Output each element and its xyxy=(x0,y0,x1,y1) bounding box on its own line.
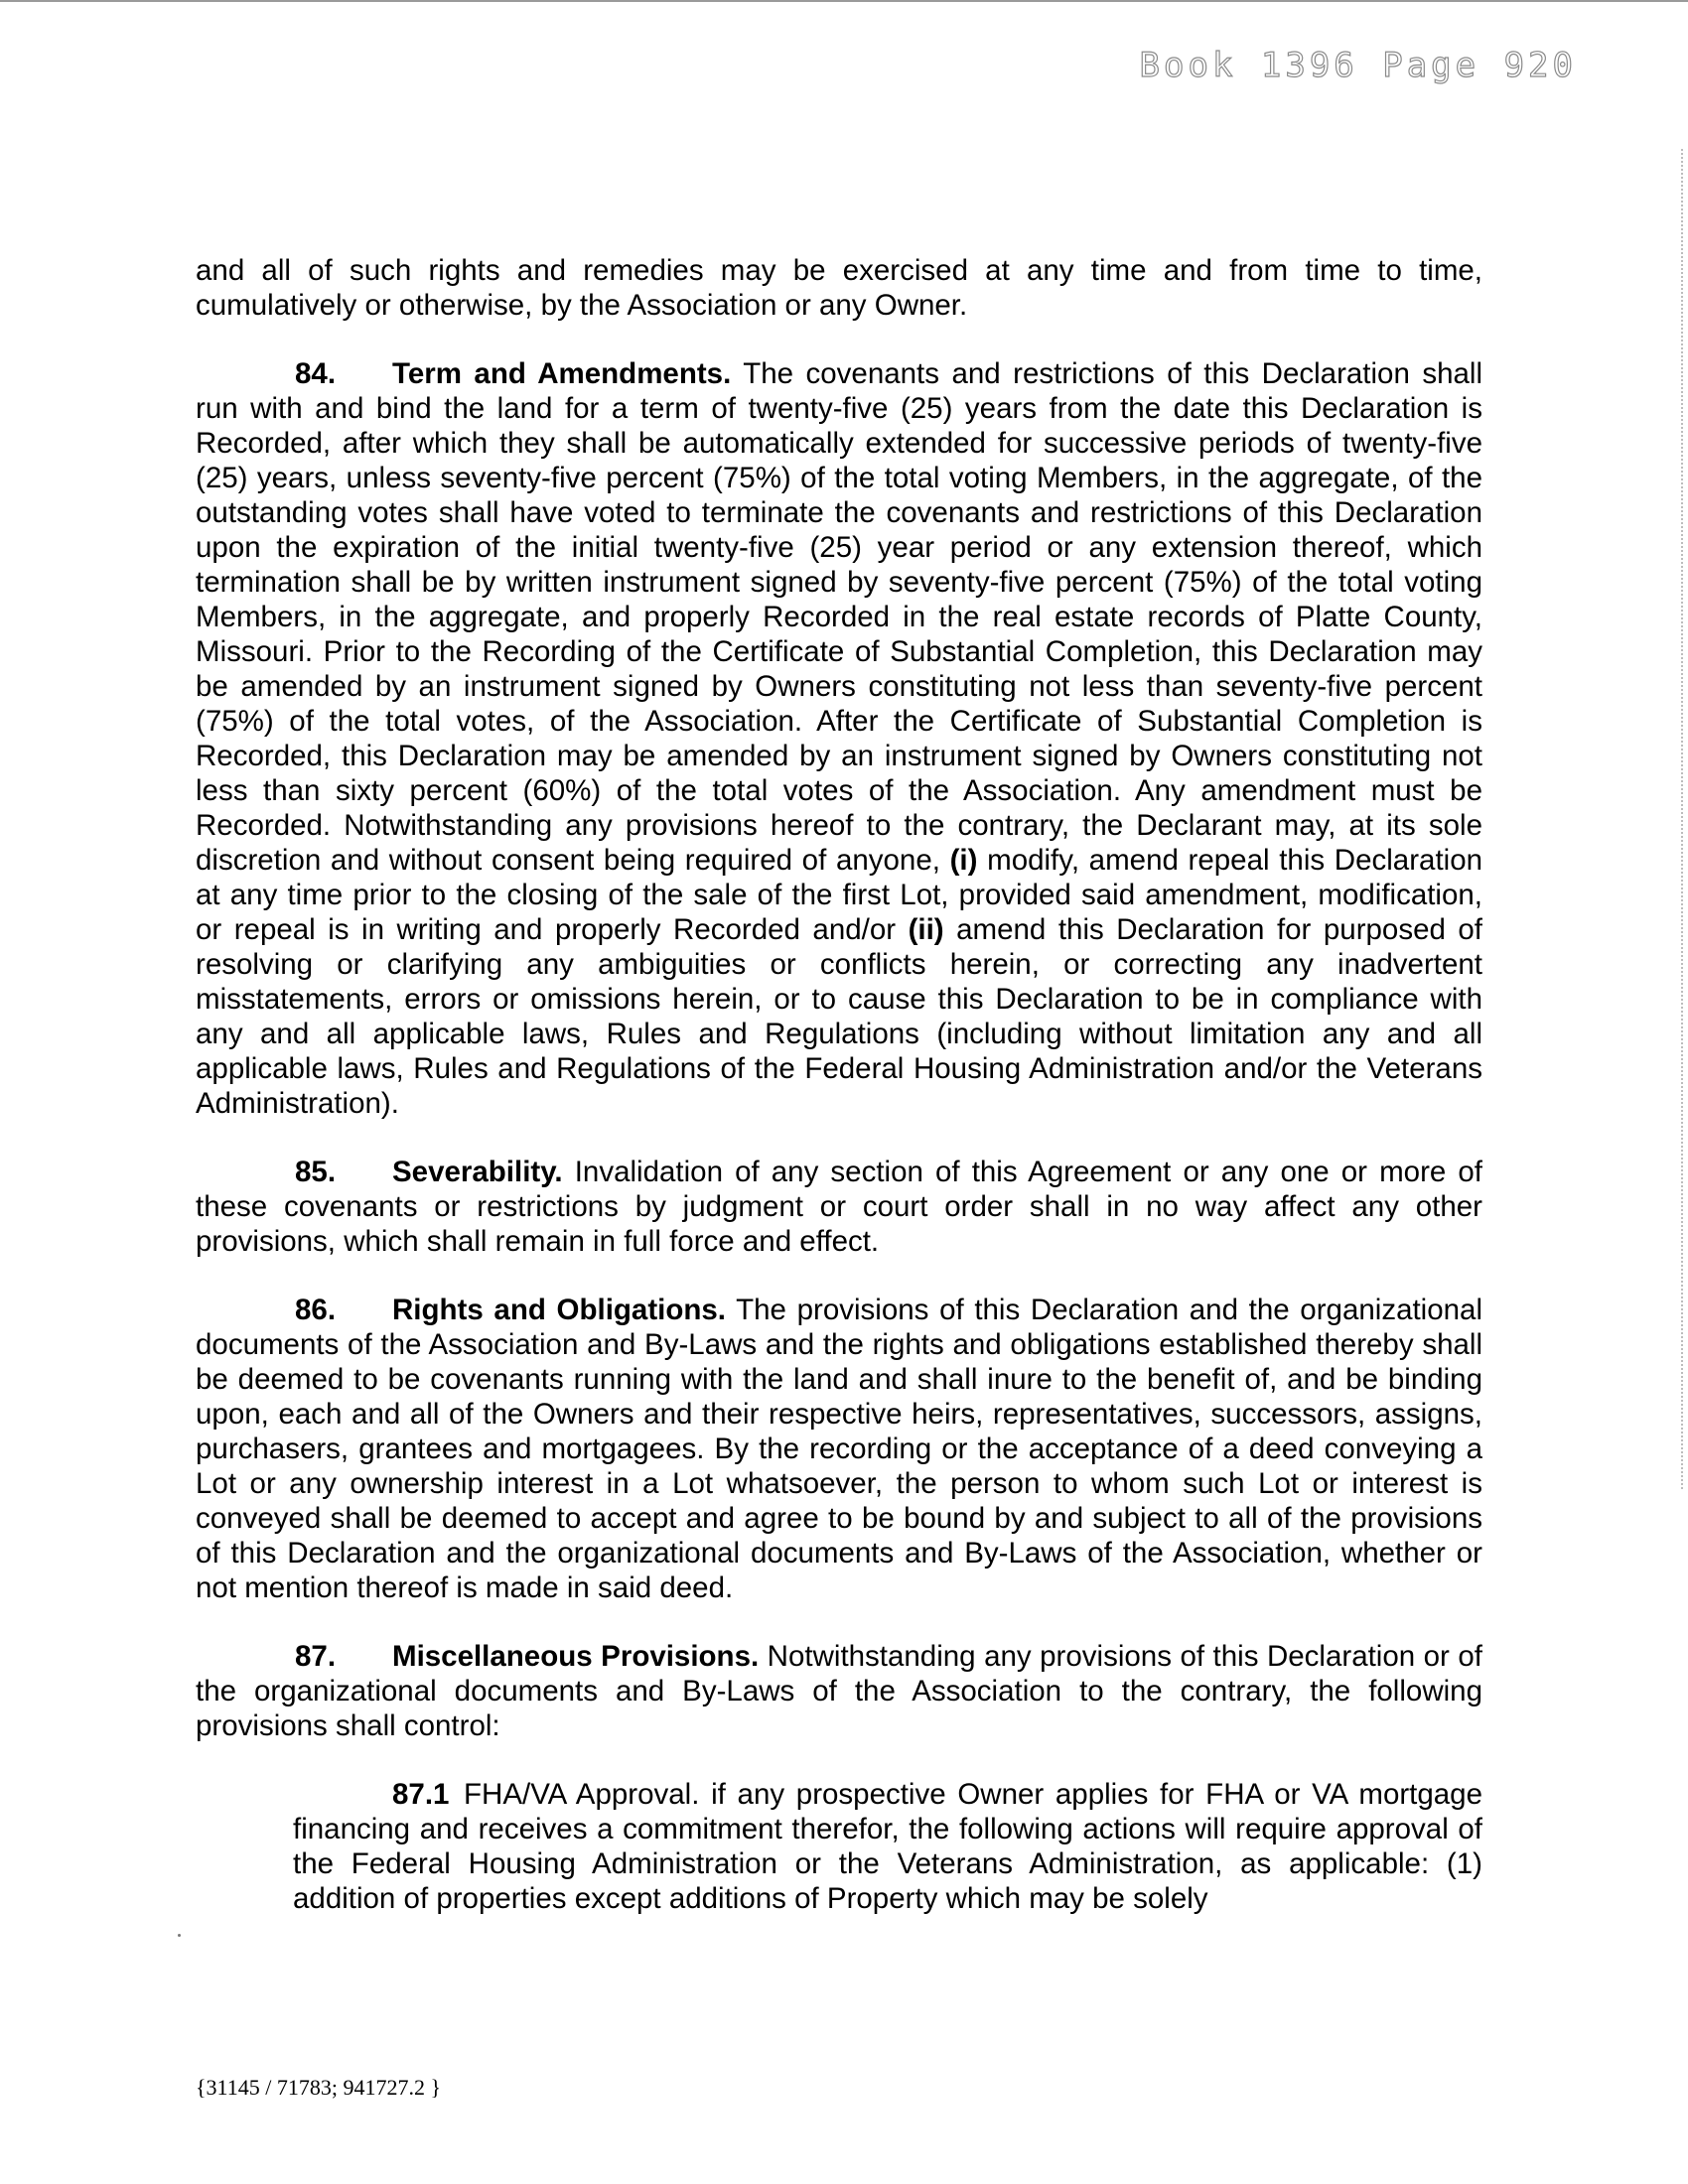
section-86 xyxy=(196,1293,1482,1605)
clause-marker: (i) xyxy=(949,844,978,877)
section-text: amend this Declaration for purposed of resolving or clarifying any ambiguities or conflicts herein, or correcting any inadvertent misstatements, errors or omissions herein, or to cause this Declaration to be in compliance with any and all applicable laws, Rules and Regulations (including without limitation any and all applicable laws, Rules and Regulations of the Federal Housing Administration and/or the Veterans Administration). xyxy=(196,913,1482,1120)
section-87 xyxy=(196,1639,1482,1743)
subsection-text: FHA/VA Approval. if any prospective Owner applies for FHA or VA mortgage financing and receives a commitment therefor, the following actions will require approval of the Federal Housing Administration or the Veterans Administration, as applicable: (1) addition of properties except additions of Property which may be solely xyxy=(293,1778,1482,1915)
section-number: 87. xyxy=(295,1640,337,1673)
section-heading: Rights and Obligations. xyxy=(392,1294,726,1326)
document-body xyxy=(196,253,1482,1950)
scan-edge-marks xyxy=(1681,149,1684,1489)
section-text: The provisions of this Declaration and the organizational documents of the Association and By-Laws and the rights and obligations established thereby shall be deemed to be covenants running with the land and shall inure to the benefit of, and be binding upon, each and all of the Owners and their respective heirs, representatives, successors, assigns, purchasers, grantees and mortgagees. By the recording or the acceptance of a deed conveying a Lot or any ownership interest in a Lot whatsoever, the person to whom such Lot or interest is conveyed shall be deemed to accept and agree to be bound by and subject to all of the provisions of this Declaration and the organizational documents and By-Laws of the Association, whether or not mention thereof is made in said deed. xyxy=(196,1294,1482,1604)
section-text: modify, amend repeal this Declaration at any time prior to the closing of the sale of the first Lot, provided said amendment, modification, or repeal is in writing and properly Recorded and/or xyxy=(196,844,1483,946)
section-87-1 xyxy=(293,1777,1482,1916)
section-text: Notwithstanding any provisions of this Declaration or of the organizational documents and By-Laws of the Association to the contrary, the following provisions shall control: xyxy=(196,1640,1482,1742)
clause-marker: (ii) xyxy=(908,913,944,946)
section-text: Invalidation of any section of this Agreement or any one or more of these covenants or restrictions by judgment or court order shall in no way affect any other provisions, which shall remain in full force and effect. xyxy=(196,1156,1482,1258)
recording-stamp: Book 1396 Page 920 xyxy=(1139,46,1577,85)
intro-paragraph: and all of such rights and remedies may be exercised at any time and from time to time, cumulatively or otherwise, by the Association or any Owner. xyxy=(196,254,1482,322)
section-number: 84. xyxy=(295,357,337,390)
section-heading: Severability. xyxy=(392,1156,563,1188)
section-84 xyxy=(196,356,1482,1121)
section-number: 86. xyxy=(295,1294,337,1326)
top-border-line xyxy=(0,0,1688,2)
section-heading: Term and Amendments. xyxy=(392,357,732,390)
section-heading: Miscellaneous Provisions. xyxy=(392,1640,760,1673)
section-text: The covenants and restrictions of this Declaration shall run with and bind the land for a term of twenty-five (25) years from the date this Declaration is Recorded, after which they shall be automatically extended for successive periods of twenty-five (25) years, unless seventy-five percent (75%) of the total voting Members, in the aggregate, of the outstanding votes shall have voted to terminate the covenants and restrictions of this Declaration upon the expiration of the initial twenty-five (25) year period or any extension thereof, which termination shall be by written instrument signed by seventy-five percent (75%) of the total voting Members, in the aggregate, and properly Recorded in the real estate records of Platte County, Missouri. Prior to the Recording of the Certificate of Substantial Completion, this Declaration may be amended by an instrument signed by Owners constituting not less than seventy-five percent (75%) of the total votes, of the Association. After the Certificate of Substantial Completion is Recorded, this Declaration may be amended by an instrument signed by Owners constituting not less than sixty percent (60%) of the total votes of the Association. Any amendment must be Recorded. Notwithstanding any provisions hereof to the contrary, the Declarant may, at its sole discretion and without consent being required of anyone, xyxy=(196,357,1482,877)
section-85 xyxy=(196,1155,1482,1259)
document-footer-id: {31145 / 71783; 941727.2 } xyxy=(196,2075,442,2100)
scan-speck xyxy=(178,1934,181,1937)
section-number: 85. xyxy=(295,1156,337,1188)
subsection-number: 87.1 xyxy=(392,1778,450,1811)
